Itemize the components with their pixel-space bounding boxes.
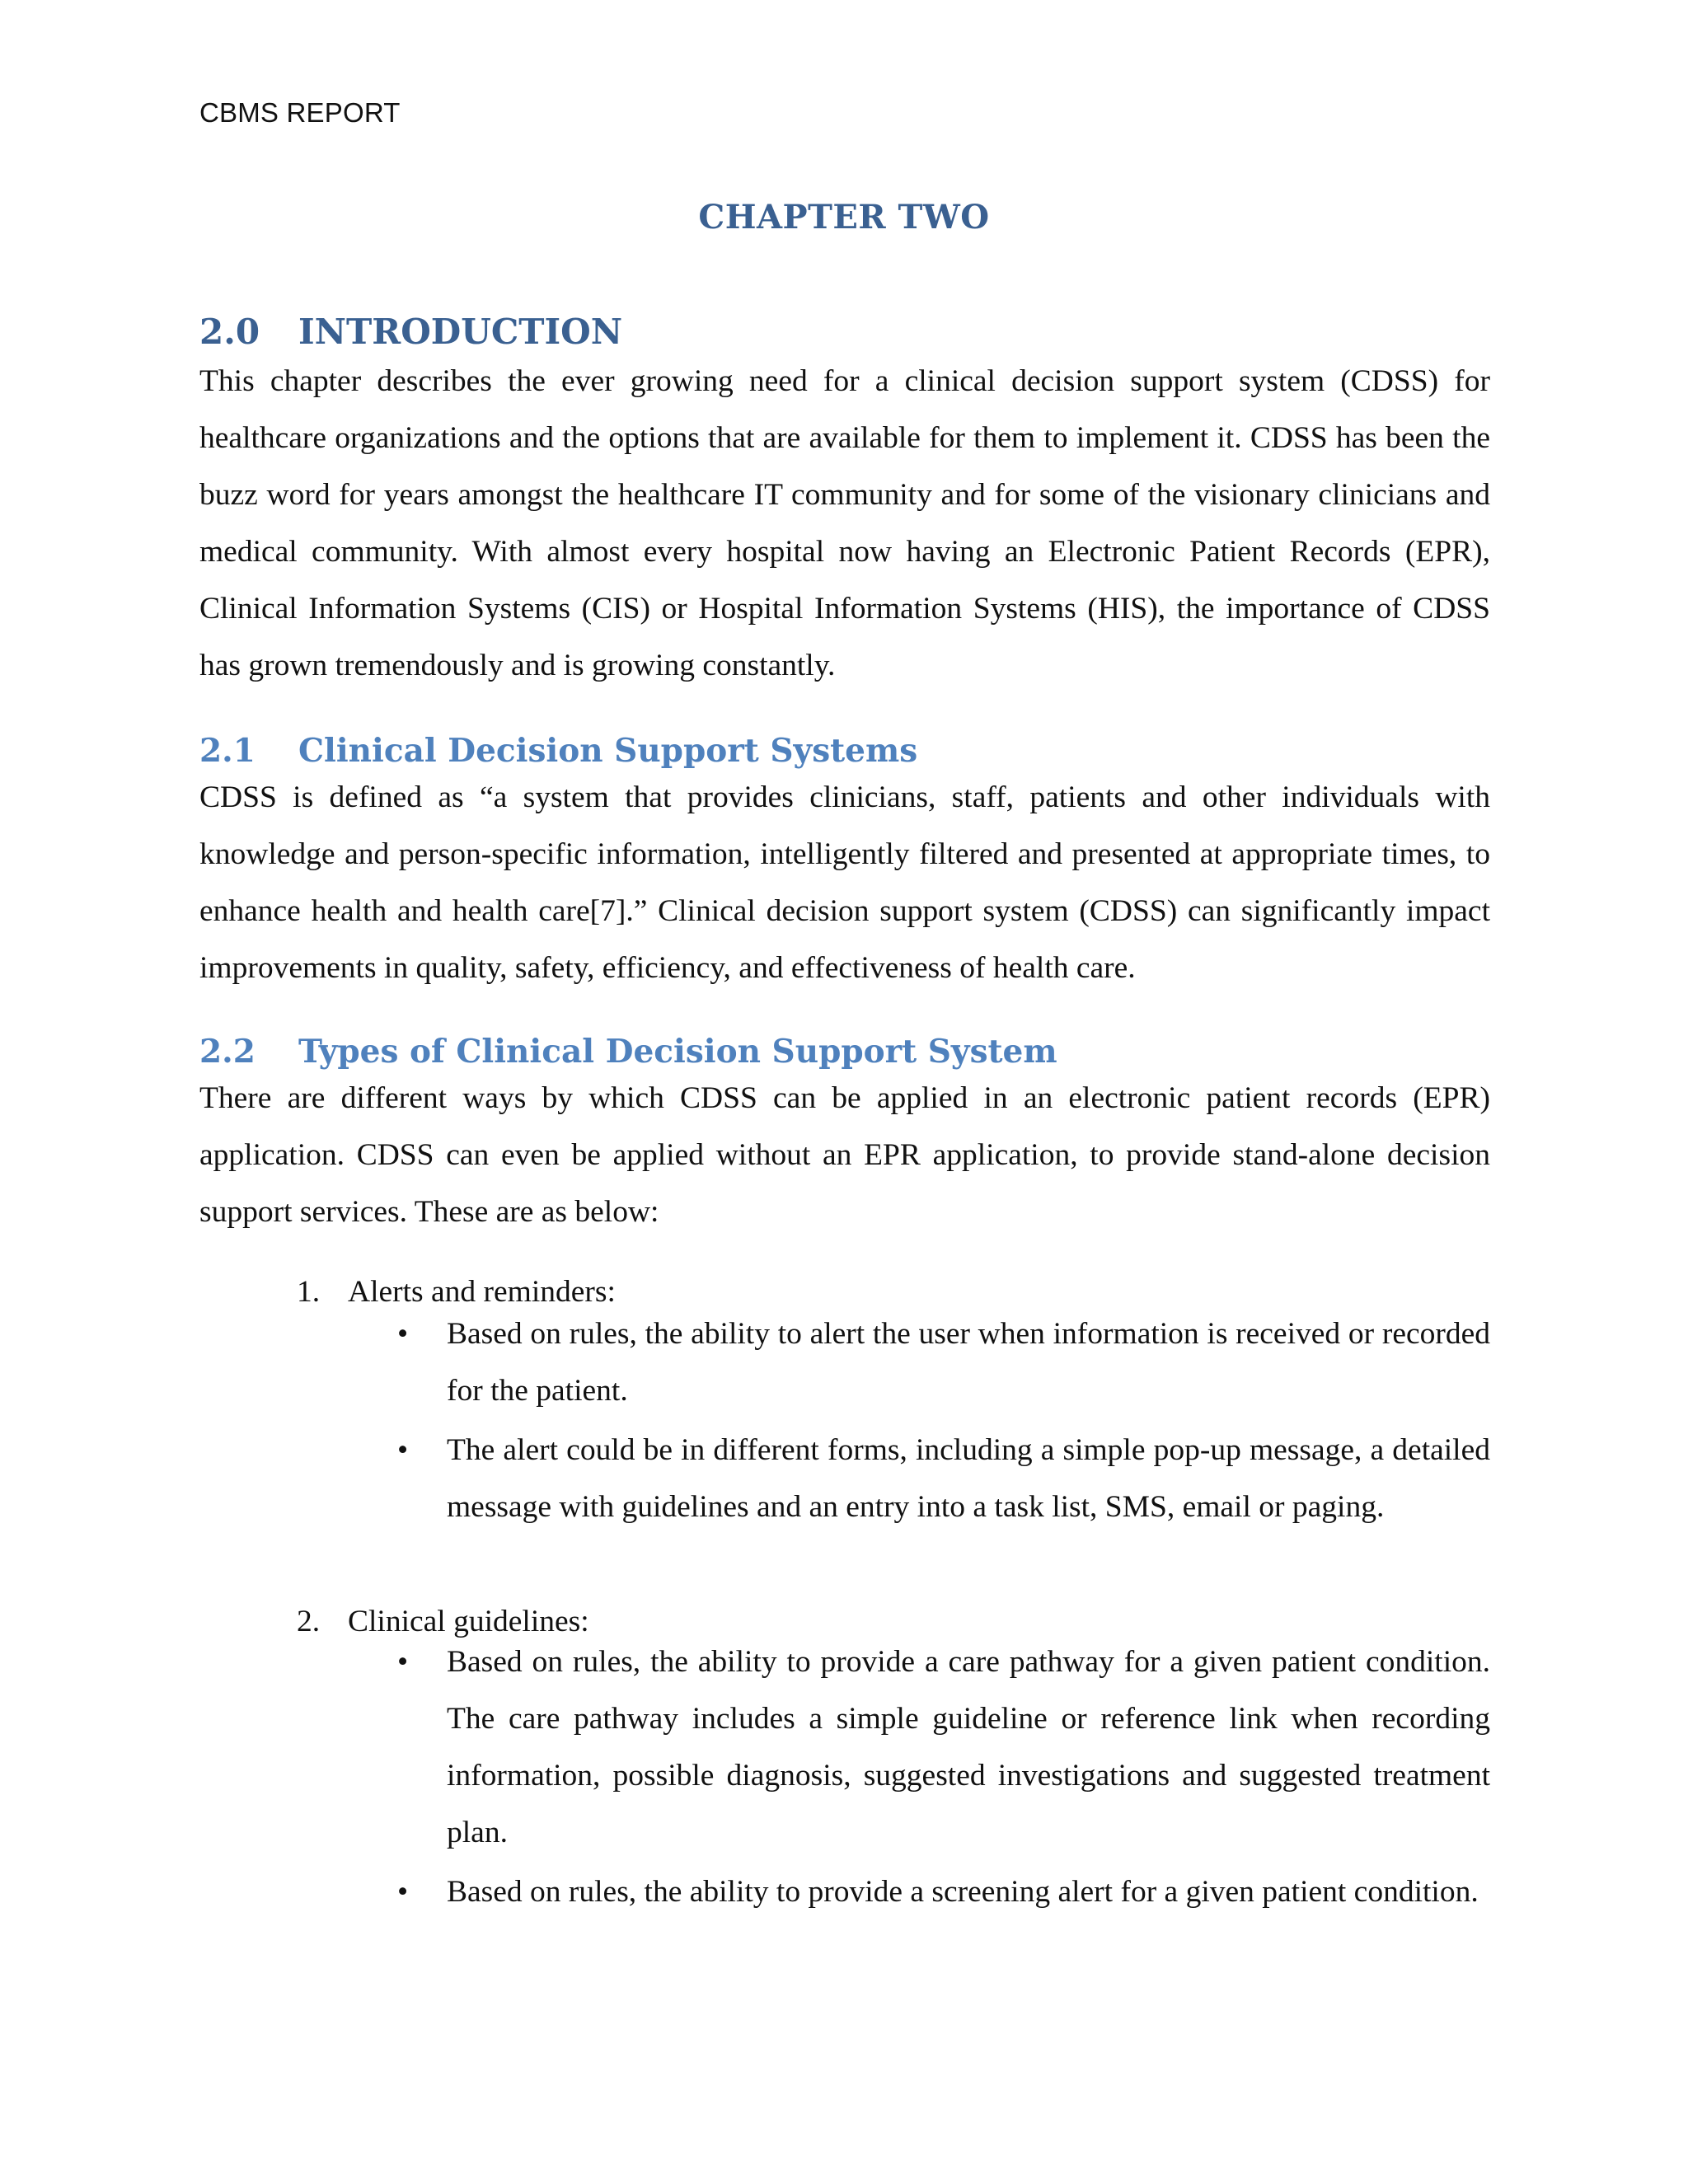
running-header: CBMS REPORT (199, 97, 401, 128)
bullet-item (397, 1863, 1490, 1920)
cdss-paragraph: CDSS is defined as “a system that provides clinicians, staff, patients and other individuals with knowledge and person-specific information, intelligently filtered and presented at appropriate times, to enhance health and health care[7].” Clinical decision support system (CDSS) can significantly impact improvements in quality, safety, efficiency, and effectiveness of health care. (199, 780, 1490, 985)
section-heading-cdss (199, 732, 917, 770)
bullet-text: The alert could be in different forms, including a simple pop-up message, a detailed message with guidelines and an entry into a task list, SMS, email or paging. (447, 1433, 1490, 1524)
chapter-title: CHAPTER TWO (698, 198, 990, 237)
bullet-icon: • (397, 1875, 409, 1909)
bullet-item (397, 1305, 1490, 1419)
section-number: 2.0 (199, 312, 260, 352)
list-label: Alerts and reminders: (348, 1275, 616, 1309)
section-number: 2.1 (199, 732, 256, 770)
bullet-item (397, 1633, 1490, 1861)
bullet-text: Based on rules, the ability to provide a screening alert for a given patient condition. (447, 1875, 1479, 1909)
bullet-icon: • (397, 1433, 409, 1467)
list-number: 2. (297, 1605, 321, 1638)
intro-paragraph: This chapter describes the ever growing need for a clinical decision support system (CDSS) for healthcare organizations and the options that are available for them to implement it. CDSS has been the buzz word for years amongst the healthcare IT community and for some of the visionary clinicians and medical community. With almost every hospital now having an Electronic Patient Records (EPR), Clinical Information Systems (CIS) or Hospital Information Systems (HIS), the importance of CDSS has grown tremendously and is growing constantly. (199, 364, 1490, 682)
list-number: 1. (297, 1275, 321, 1309)
bullet-text: Based on rules, the ability to alert the user when information is received or recorded for the patient. (447, 1317, 1490, 1408)
section-number: 2.2 (199, 1033, 256, 1071)
section-title: Types of Clinical Decision Support System (298, 1033, 1057, 1071)
section-title: INTRODUCTION (298, 312, 623, 352)
bullet-text: Based on rules, the ability to provide a care pathway for a given patient condition. The care pathway includes a simple guideline or reference link when recording information, possible diagnosis, suggested investigations and suggested treatment plan. (447, 1645, 1490, 1849)
bullet-icon: • (397, 1645, 409, 1679)
bullet-icon: • (397, 1317, 409, 1351)
section-title: Clinical Decision Support Systems (298, 732, 918, 770)
types-paragraph: There are different ways by which CDSS can be applied in an electronic patient records (EPR) application. CDSS can even be applied without an EPR application, to provide stand-alone decision support services. These are as below: (199, 1081, 1490, 1229)
bullet-item (397, 1422, 1490, 1535)
section-heading-intro (199, 312, 622, 352)
section-heading-types (199, 1033, 1057, 1071)
list-label: Clinical guidelines: (348, 1605, 589, 1638)
